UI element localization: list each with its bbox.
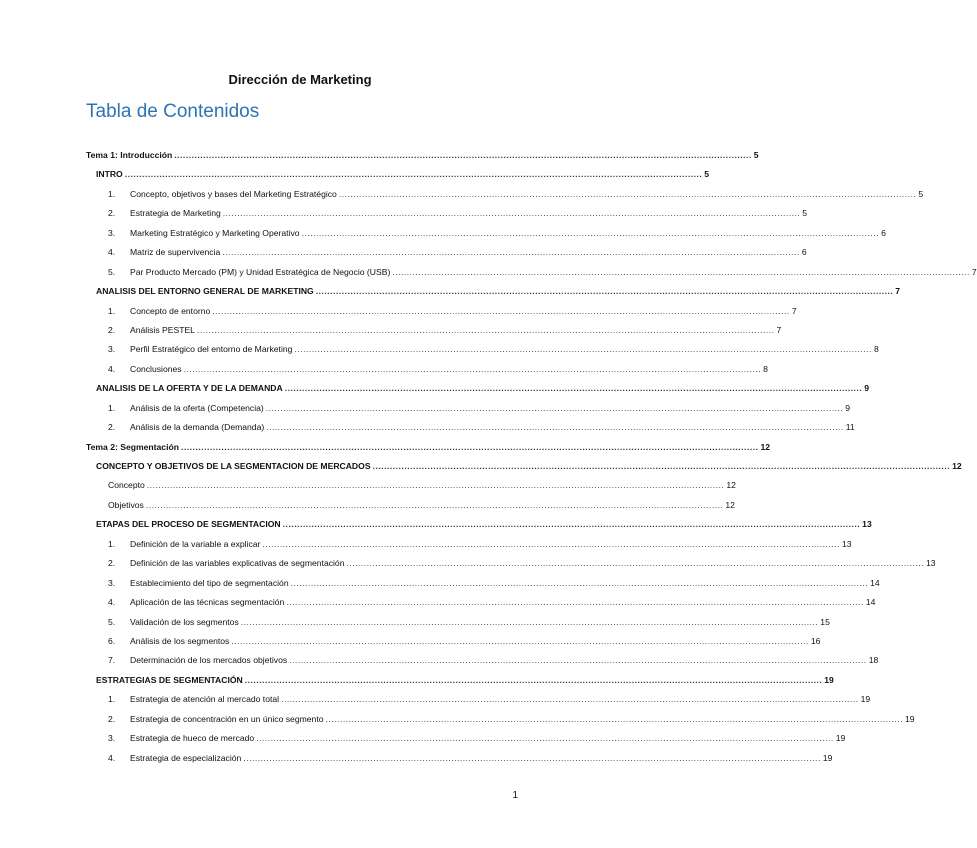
toc-leader-dots: ........................................................................................................................................................................................................ <box>196 324 775 335</box>
toc-entry[interactable] <box>0 613 830 632</box>
page-number: 1 <box>512 790 518 801</box>
toc-entry[interactable] <box>0 535 852 554</box>
toc-entry-number: 2. <box>108 713 116 724</box>
toc-entry-page: 11 <box>845 422 855 433</box>
toc-leader-dots: ........................................................................................................................................................................................................ <box>289 655 867 666</box>
toc-entry-page: 13 <box>841 538 852 549</box>
toc-entry-number: 1. <box>108 188 116 199</box>
toc-leader-dots: ........................................................................................................................................................................................................ <box>231 635 809 646</box>
toc-entry[interactable] <box>0 457 962 476</box>
toc-entry-number: 4. <box>108 752 116 763</box>
toc-entry-page: 19 <box>824 674 834 685</box>
toc-entry[interactable] <box>0 476 736 495</box>
toc-entry[interactable] <box>0 340 879 359</box>
toc-entry-label: Matriz de supervivencia <box>130 247 221 258</box>
toc-entry[interactable] <box>0 360 768 379</box>
toc-leader-dots: ........................................................................................................................................................................................................ <box>282 519 861 530</box>
toc-entry-number: 4. <box>108 597 116 608</box>
toc-entry[interactable] <box>0 399 851 418</box>
toc-entry-number: 1. <box>108 694 116 705</box>
toc-entry-label: Concepto de entorno <box>130 305 211 316</box>
toc-entry-page: 5 <box>802 208 808 219</box>
toc-entry-label: Definición de la variable a explicar <box>130 538 261 549</box>
toc-entry-page: 7 <box>971 266 977 277</box>
toc-entry-number: 1. <box>108 538 116 549</box>
toc-entry-page: 7 <box>895 286 901 297</box>
toc-entry-label: INTRO <box>96 169 123 180</box>
toc-leader-dots: ........................................................................................................................................................................................................ <box>286 597 864 608</box>
toc-entry-page: 13 <box>926 558 936 569</box>
toc-entry-number: 5. <box>108 616 116 627</box>
toc-entry[interactable] <box>0 438 771 457</box>
toc-leader-dots: ........................................................................................................................................................................................................ <box>183 363 762 374</box>
toc-leader-dots: ........................................................................................................................................................................................................ <box>290 577 869 588</box>
toc-leader-dots: ........................................................................................................................................................................................................ <box>338 188 917 199</box>
toc-entry-page: 19 <box>822 752 833 763</box>
toc-entry[interactable] <box>0 554 936 573</box>
toc-entry-page: 5 <box>918 188 924 199</box>
toc-entry-label: Tema 2: Segmentación <box>86 441 179 452</box>
toc-entry-page: 9 <box>864 383 869 394</box>
toc-entry-number: 3. <box>108 227 116 238</box>
toc-entry-page: 14 <box>865 597 876 608</box>
toc-leader-dots: ........................................................................................................................................................................................................ <box>392 266 970 277</box>
toc-leader-dots: ........................................................................................................................................................................................................ <box>145 499 724 510</box>
toc-leader-dots: ........................................................................................................................................................................................................ <box>146 480 725 491</box>
table-of-contents <box>0 146 977 768</box>
toc-entry-page: 12 <box>952 461 962 471</box>
toc-entry-number: 3. <box>108 344 116 355</box>
toc-entry-page: 9 <box>845 402 851 413</box>
toc-entry-number: 5. <box>108 266 116 277</box>
toc-entry-label: Marketing Estratégico y Marketing Operativo <box>130 227 300 238</box>
toc-entry-page: 14 <box>870 577 880 588</box>
toc-entry[interactable] <box>0 574 880 593</box>
toc-entry-number: 2. <box>108 558 116 569</box>
toc-entry-page: 19 <box>860 694 871 705</box>
toc-entry-label: Perfil Estratégico del entorno de Marketing <box>130 344 293 355</box>
toc-entry-number: 4. <box>108 247 116 258</box>
toc-leader-dots: ........................................................................................................................................................................................................ <box>240 616 819 627</box>
toc-entry-number: 3. <box>108 577 116 588</box>
toc-entry[interactable] <box>0 379 869 398</box>
toc-entry-page: 8 <box>873 344 879 355</box>
toc-entry[interactable] <box>0 515 872 534</box>
toc-entry-label: Concepto <box>108 480 145 491</box>
toc-entry-page: 5 <box>753 150 759 160</box>
toc-entry-label: Análisis PESTEL <box>130 324 195 335</box>
toc-entry-number: 6. <box>108 635 116 646</box>
toc-entry-number: 7. <box>108 655 116 666</box>
toc-leader-dots: ........................................................................................................................................................................................................ <box>212 305 790 316</box>
toc-entry-page: 7 <box>776 324 782 335</box>
toc-leader-dots: ........................................................................................................................................................................................................ <box>281 694 859 705</box>
toc-entry[interactable] <box>0 282 901 301</box>
toc-entry-label: Par Producto Mercado (PM) y Unidad Estratégica de Negocio (USB) <box>130 266 391 277</box>
toc-entry-page: 13 <box>862 519 872 530</box>
toc-entry-label: Estrategia de atención al mercado total <box>130 694 280 705</box>
toc-entry-page: 19 <box>905 713 915 724</box>
toc-leader-dots: ........................................................................................................................................................................................................ <box>266 422 844 433</box>
toc-leader-dots: ........................................................................................................................................................................................................ <box>265 402 844 413</box>
toc-leader-dots: ........................................................................................................................................................................................................ <box>243 752 821 763</box>
toc-leader-dots: ........................................................................................................................................................................................................ <box>346 558 925 569</box>
toc-entry[interactable] <box>0 690 871 709</box>
toc-entry-page: 12 <box>725 499 735 510</box>
toc-entry[interactable] <box>0 632 821 651</box>
toc-leader-dots: ........................................................................................................................................................................................................ <box>222 208 801 219</box>
toc-leader-dots: ........................................................................................................................................................................................................ <box>124 169 703 180</box>
toc-entry-label: Estrategia de hueco de mercado <box>130 733 255 744</box>
toc-entry-number: 2. <box>108 208 116 219</box>
toc-entry[interactable] <box>0 593 876 612</box>
toc-entry-label: Análisis de la demanda (Demanda) <box>130 422 265 433</box>
toc-entry[interactable] <box>0 263 977 282</box>
toc-entry-page: 16 <box>810 635 821 646</box>
toc-entry[interactable] <box>0 651 879 670</box>
toc-entry-label: Conclusiones <box>130 363 182 374</box>
toc-entry-label: Tema 1: Introducción <box>86 150 173 160</box>
toc-entry[interactable] <box>0 729 846 748</box>
toc-entry-label: Estrategia de especialización <box>130 752 242 763</box>
toc-leader-dots: ........................................................................................................................................................................................................ <box>174 150 752 160</box>
toc-entry-label: Estrategia de Marketing <box>130 208 221 219</box>
toc-entry[interactable] <box>0 710 915 729</box>
toc-entry[interactable] <box>0 321 782 340</box>
toc-leader-dots: ........................................................................................................................................................................................................ <box>325 713 904 724</box>
toc-entry-label: Estrategia de concentración en un único segmento <box>130 713 324 724</box>
toc-leader-dots: ........................................................................................................................................................................................................ <box>262 538 840 549</box>
toc-entry[interactable] <box>0 749 833 768</box>
toc-entry-label: Definición de las variables explicativas de segmentación <box>130 558 345 569</box>
document-title: Dirección de Marketing <box>228 72 372 87</box>
toc-entry[interactable] <box>0 418 855 437</box>
toc-leader-dots: ........................................................................................................................................................................................................ <box>244 674 823 685</box>
toc-entry-number: 3. <box>108 733 116 744</box>
toc-entry-label: CONCEPTO Y OBJETIVOS DE LA SEGMENTACION DE MERCADOS <box>96 461 371 471</box>
toc-entry[interactable] <box>0 243 807 262</box>
toc-entry[interactable] <box>0 204 808 223</box>
toc-entry-page: 12 <box>726 480 736 491</box>
toc-leader-dots: ........................................................................................................................................................................................................ <box>180 441 759 452</box>
toc-entry[interactable] <box>0 496 735 515</box>
toc-entry-label: ETAPAS DEL PROCESO DE SEGMENTACION <box>96 519 281 530</box>
toc-entry-page: 7 <box>791 305 797 316</box>
toc-entry-page: 5 <box>704 169 710 180</box>
toc-leader-dots: ........................................................................................................................................................................................................ <box>301 227 880 238</box>
toc-entry-number: 4. <box>108 363 116 374</box>
toc-entry-number: 1. <box>108 305 116 316</box>
toc-leader-dots: ........................................................................................................................................................................................................ <box>256 733 834 744</box>
toc-entry-label: Validación de los segmentos <box>130 616 239 627</box>
toc-entry-page: 19 <box>835 733 846 744</box>
toc-entry-label: Análisis de la oferta (Competencia) <box>130 402 264 413</box>
toc-entry-number: 2. <box>108 422 116 433</box>
toc-leader-dots: ........................................................................................................................................................................................................ <box>315 286 894 297</box>
toc-entry-number: 2. <box>108 324 116 335</box>
toc-entry[interactable] <box>0 224 886 243</box>
toc-entry-label: ANALISIS DE LA OFERTA Y DE LA DEMANDA <box>96 383 283 394</box>
toc-leader-dots: ........................................................................................................................................................................................................ <box>294 344 872 355</box>
toc-entry-label: ANALISIS DEL ENTORNO GENERAL DE MARKETING <box>96 286 314 297</box>
toc-entry[interactable] <box>0 165 710 184</box>
toc-entry-label: Objetivos <box>108 499 144 510</box>
toc-entry-page: 6 <box>881 227 886 238</box>
toc-entry-number: 1. <box>108 402 116 413</box>
toc-entry-label: Concepto, objetivos y bases del Marketing Estratégico <box>130 188 337 199</box>
toc-entry-page: 15 <box>820 616 830 627</box>
toc-heading: Tabla de Contenidos <box>86 101 260 122</box>
toc-entry-page: 18 <box>868 655 879 666</box>
toc-entry[interactable] <box>0 302 797 321</box>
toc-leader-dots: ........................................................................................................................................................................................................ <box>222 247 800 258</box>
toc-entry-label: Análisis de los segmentos <box>130 635 230 646</box>
toc-entry[interactable] <box>0 146 759 165</box>
toc-entry-label: Determinación de los mercados objetivos <box>130 655 288 666</box>
toc-leader-dots: ........................................................................................................................................................................................................ <box>284 383 863 394</box>
toc-entry-page: 12 <box>760 441 771 452</box>
toc-entry-label: Establecimiento del tipo de segmentación <box>130 577 289 588</box>
toc-entry-label: Aplicación de las técnicas segmentación <box>130 597 285 608</box>
toc-entry[interactable] <box>0 185 924 204</box>
toc-entry-page: 8 <box>763 363 768 374</box>
toc-entry[interactable] <box>0 671 834 690</box>
toc-entry-label: ESTRATEGIAS DE SEGMENTACIÓN <box>96 674 243 685</box>
toc-leader-dots: ........................................................................................................................................................................................................ <box>372 461 951 471</box>
toc-entry-page: 6 <box>801 247 807 258</box>
